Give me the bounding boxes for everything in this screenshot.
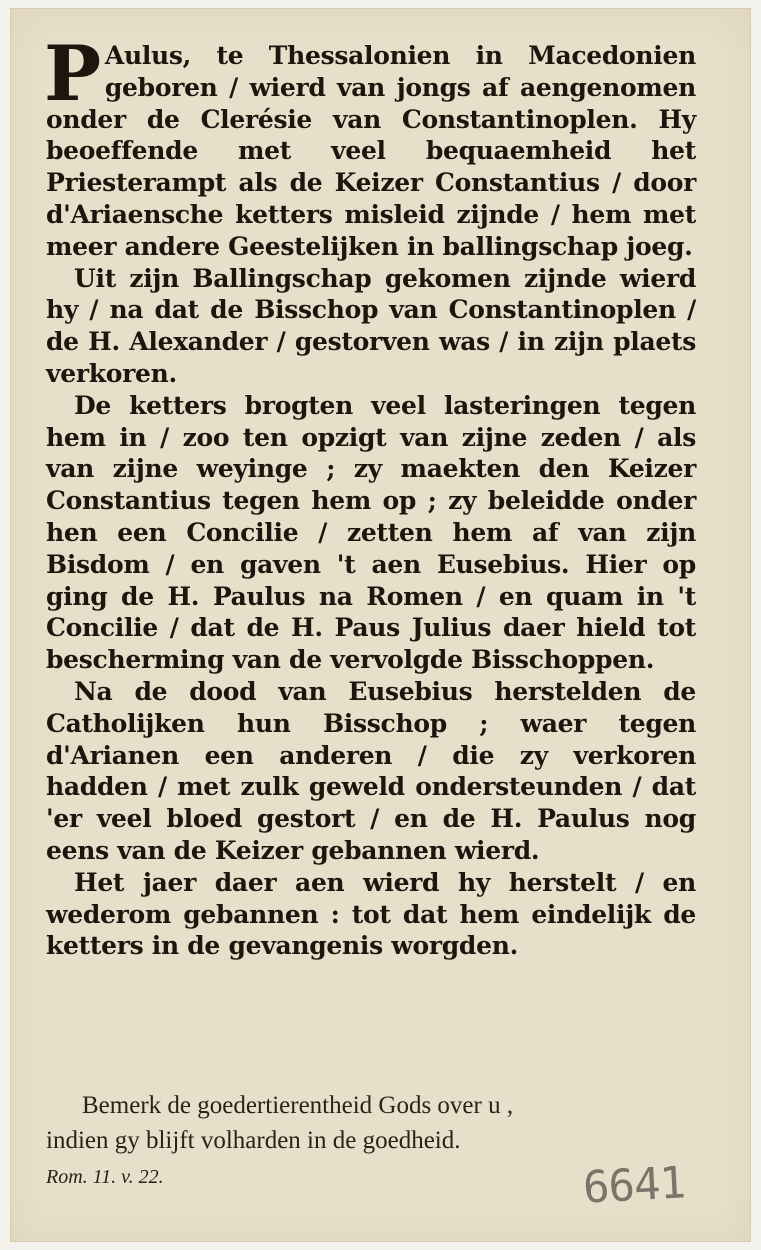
paragraph-4: Na de dood van Eusebius herstelden de Catholijken hun Bisschop ; waer tegen d'Arianen een anderen / die zy verkoren hadden / met zulk geweld ondersteunden / dat 'er veel bloed gestort / en de H. Paulus nog eens van de Keizer gebannen wierd. [46,676,696,865]
closing-line-1: Bemerk de goedertierentheid Gods over u , [82,1092,514,1119]
paragraph-5: Het jaer daer aen wierd hy herstelt / en wederom gebannen : tot dat hem eindelijk de ketters in de gevangenis worgden. [46,867,696,961]
paragraph-1-text: Aulus, te Thessalonien in Macedonien geboren / wierd van jongs af aengenomen onder de Clerésie van Constantinoplen. Hy beoeffende met veel bequaemheid het Priesterampt als de Keizer Constantius / door d'Ariaensche ketters misleid zijnde / hem met meer andere Geestelijken in ballingschap joeg. [46,41,696,261]
paragraph-1 [44,29,696,263]
paragraph-2: Uit zijn Ballingschap gekomen zijnde wierd hy / na dat de Bisschop van Constantinoplen / de H. Alexander / gestorven was / in zijn plaets verkoren. [46,263,696,388]
paragraph-3: De ketters brogten veel lasteringen tegen hem in / zoo ten opzigt van zijne zeden / als van zijne weyinge ; zy maekten den Keizer Constantius tegen hem op ; zy beleidde onder hen een Concilie / zetten hem af van zijn Bisdom / en gaven 't aen Eusebius. Hier op ging de H. Paulus na Romen / en quam in 't Concilie / dat de H. Paus Julius daer hield tot bescherming van de vervolgde Bisschoppen. [46,390,696,675]
gothic-text-block [44,29,696,962]
scripture-reference: Rom. 11. v. 22. [46,1166,164,1188]
drop-cap: P [44,29,101,118]
closing-line-2: indien gy blijft volharden in de goedheid. [46,1127,461,1154]
handwritten-number: 6641 [581,1157,687,1214]
